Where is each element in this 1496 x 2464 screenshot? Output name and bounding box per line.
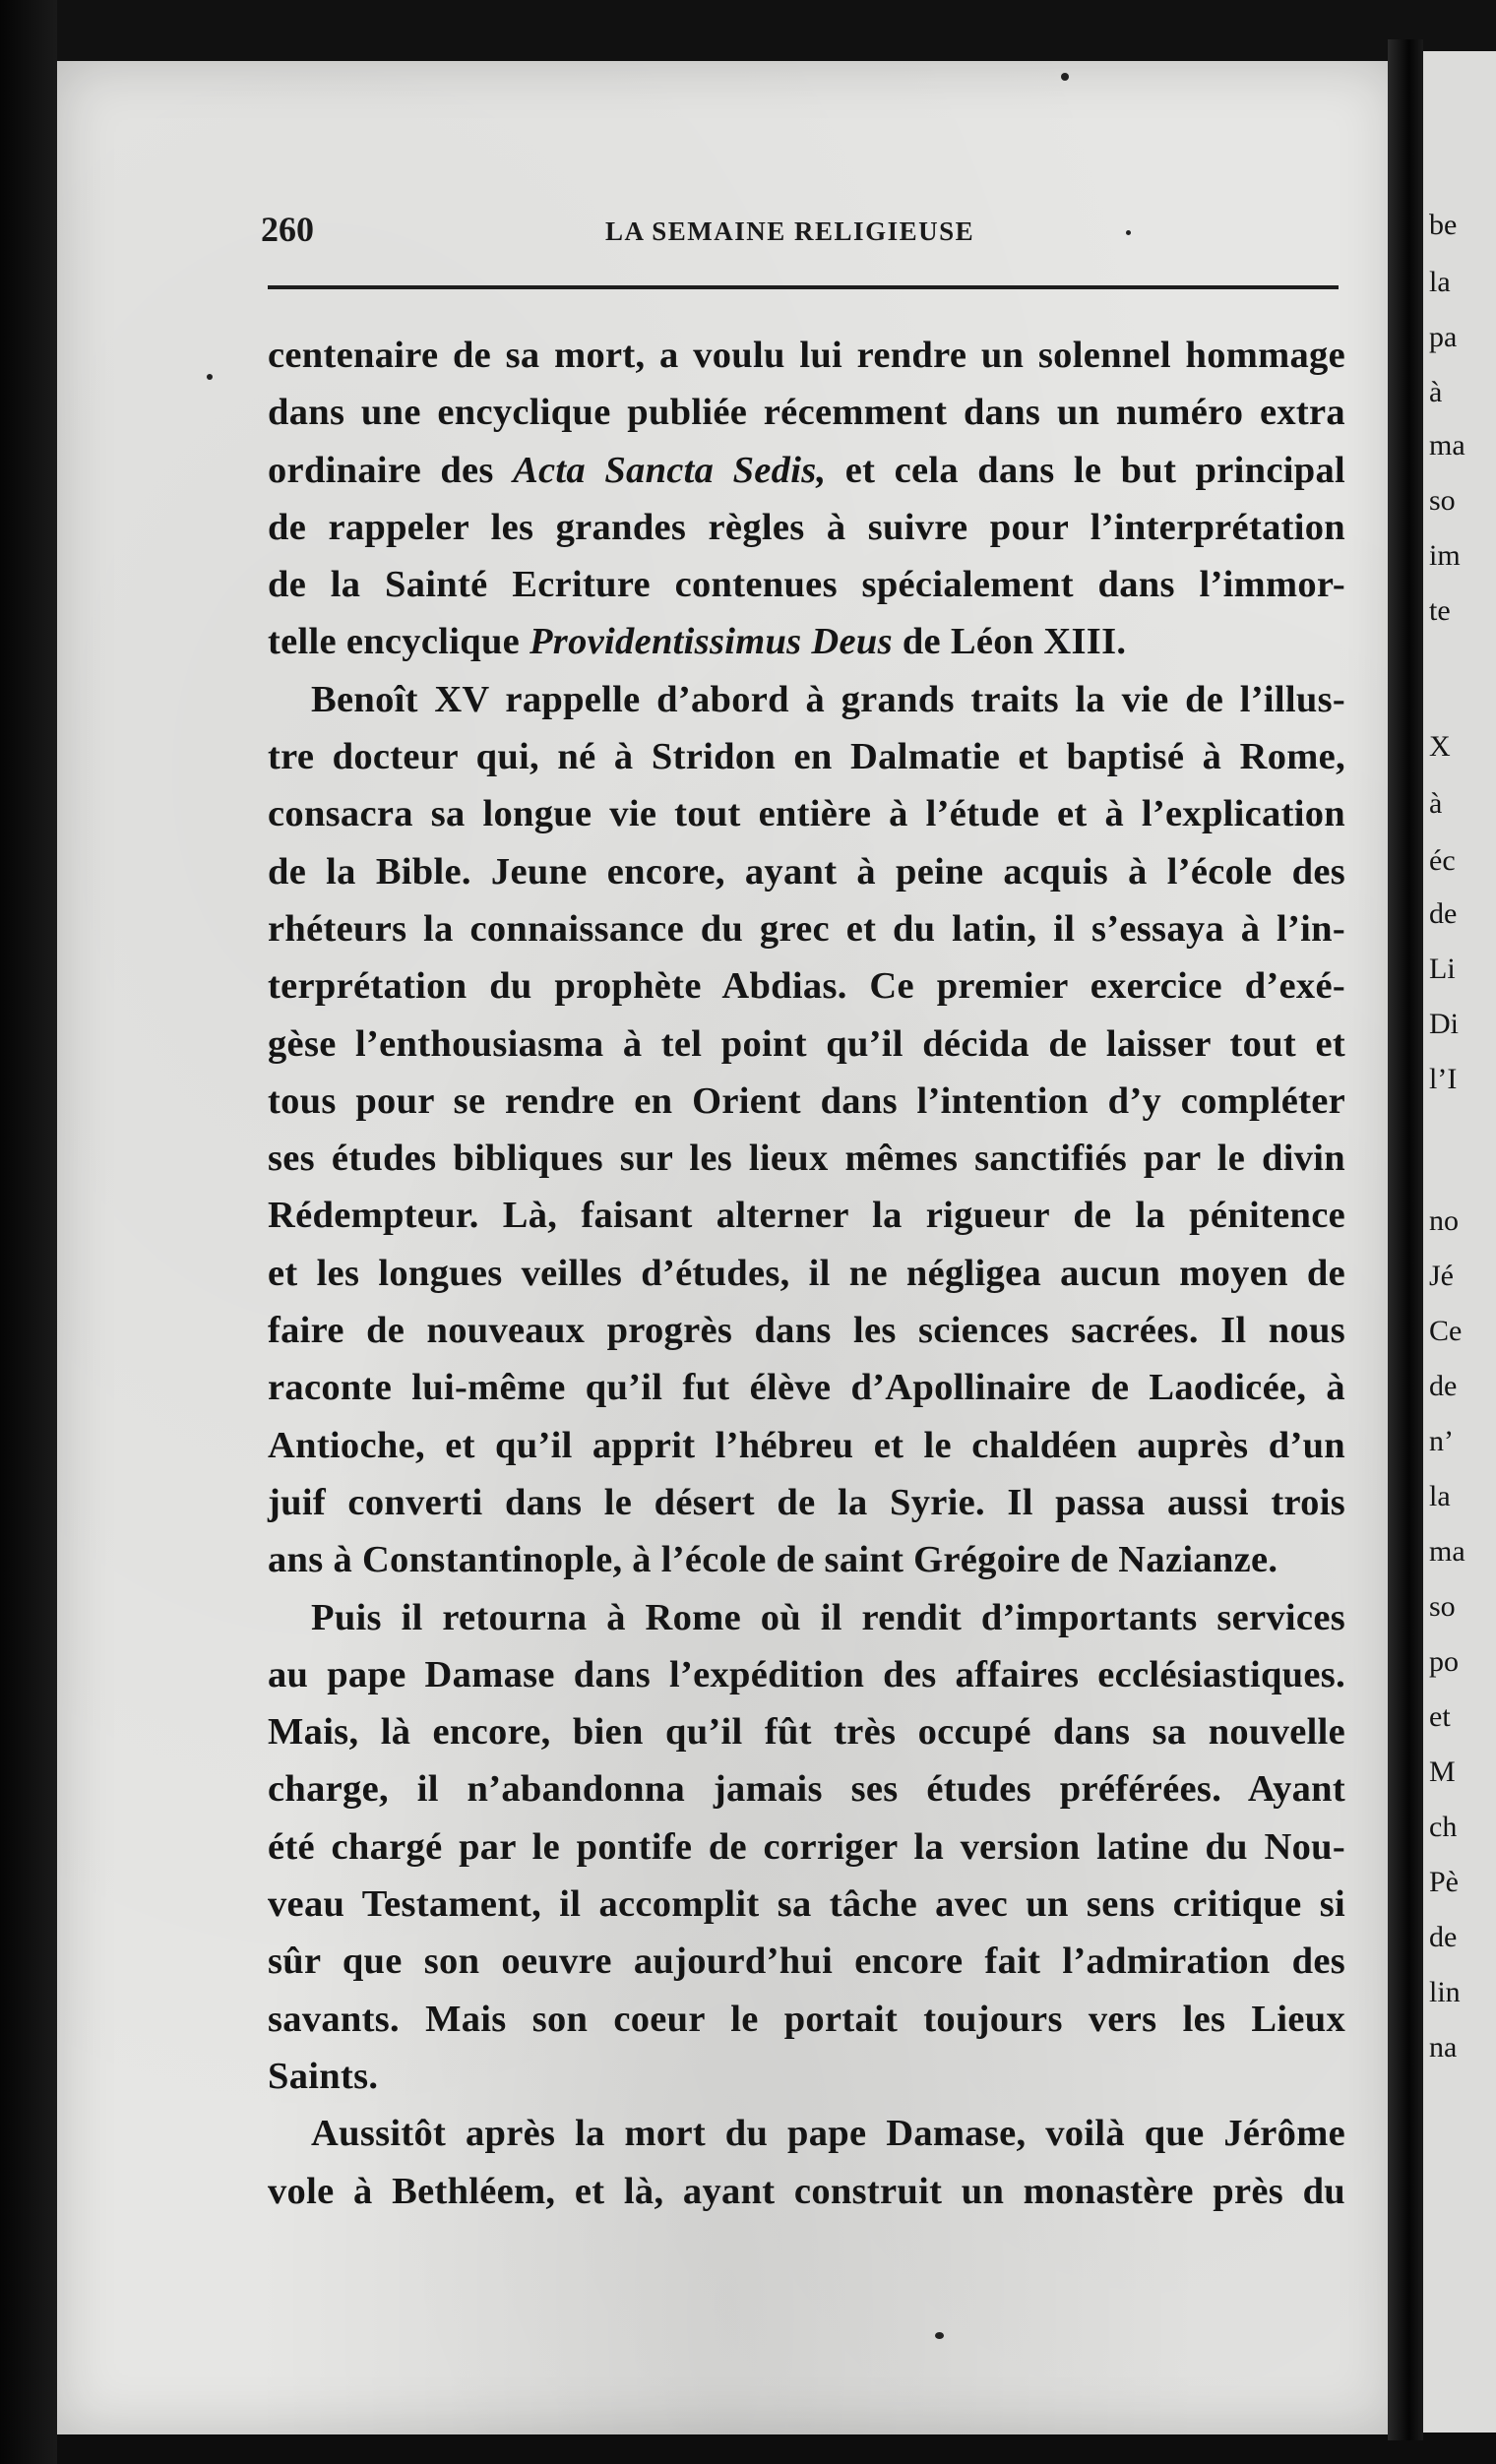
facing-page-fragment: so [1429, 484, 1456, 517]
text-line: veau Testament, il accomplit sa tâche avec un sens critique si [268, 1883, 1345, 1926]
text-line: Antioche, et qu’il apprit l’hébreu et le chaldéen auprès d’un [268, 1424, 1345, 1466]
facing-page-fragment: M [1429, 1756, 1456, 1788]
text-line: ses études bibliques sur les lieux mêmes sanctifiés par le divin [268, 1138, 1345, 1180]
facing-page-fragment: ma [1429, 429, 1465, 462]
text-line: ans à Constantinople, à l’école de saint Grégoire de Nazianze. [268, 1539, 1278, 1581]
text-line: de rappeler les grandes règles à suivre pour l’interprétation [268, 506, 1345, 548]
dust-speck [935, 2332, 944, 2339]
text-line: savants. Mais son coeur le portait toujours vers les Lieux [268, 1998, 1345, 2040]
text-line: gèse l’enthousiasma à tel point qu’il décida de laisser tout et [268, 1022, 1345, 1065]
header-rule [268, 285, 1339, 289]
facing-page-fragment: la [1429, 266, 1451, 298]
text-line: été chargé par le pontife de corriger la version latine du Nou- [268, 1825, 1345, 1868]
facing-page-fragment: éc [1429, 844, 1456, 877]
text-line: charge, il n’abandonna jamais ses études préférées. Ayant [268, 1768, 1345, 1811]
text-line: raconte lui-même qu’il fut élève d’Apollinaire de Laodicée, à [268, 1367, 1345, 1409]
dust-speck [207, 374, 213, 380]
text-line: faire de nouveaux progrès dans les sciences sacrées. Il nous [268, 1310, 1345, 1352]
text-line: Saints. [268, 2055, 379, 2097]
book-gutter [1388, 39, 1423, 2440]
text-line: telle encyclique Providentissimus Deus de Léon XIII. [268, 621, 1127, 663]
italic-title: Providentissimus Deus [529, 621, 893, 663]
dust-speck [1061, 73, 1069, 81]
text-line: Rédempteur. Là, faisant alterner la rigueur de la pénitence [268, 1195, 1345, 1237]
facing-page-fragment: X [1429, 730, 1451, 763]
text-line: centenaire de sa mort, a voulu lui rendre un solennel hommage [268, 335, 1345, 376]
running-title: LA SEMAINE RELIGIEUSE [605, 216, 975, 246]
facing-page-fragment: Ce [1429, 1315, 1463, 1347]
text-line-part: ordinaire des Acta Sancta Sedis, et cela dans le but principal [268, 449, 1345, 491]
facing-page-fragment: na [1429, 2031, 1458, 2064]
facing-page-fragment: de [1429, 897, 1458, 930]
facing-page-fragment: à [1429, 787, 1443, 820]
paragraph-start-line: Puis il retourna à Rome où il rendit d’importants services [311, 1596, 1345, 1638]
facing-page-fragment: po [1429, 1645, 1459, 1678]
facing-page-fragment: lin [1429, 1976, 1461, 2008]
scan-border-top [0, 0, 1496, 69]
body-text [268, 327, 1345, 2220]
facing-page-fragment: be [1429, 209, 1458, 241]
facing-page-fragment: im [1429, 539, 1461, 572]
text-line: et les longues veilles d’études, il ne négligea aucun moyen de [268, 1252, 1345, 1294]
text-line: de la Sainté Ecriture contenues spécialement dans l’immor- [268, 564, 1345, 606]
text-line: vole à Bethléem, et là, ayant construit un monastère près du [268, 2170, 1345, 2212]
text-line [268, 442, 1345, 499]
facing-page-fragment: et [1429, 1700, 1451, 1733]
facing-page-fragment: la [1429, 1480, 1451, 1512]
facing-page-fragment: Li [1429, 953, 1456, 985]
text-line: de la Bible. Jeune encore, ayant à peine acquis à l’école des [268, 850, 1345, 893]
text-line: consacra sa longue vie tout entière à l’étude et à l’explication [268, 793, 1345, 835]
paragraph-start-line: Aussitôt après la mort du pape Damase, voilà que Jérôme [311, 2113, 1345, 2155]
facing-page-fragment: Pè [1429, 1866, 1459, 1898]
facing-page-fragment: pa [1429, 321, 1458, 353]
text-line: tre docteur qui, né à Stridon en Dalmatie et baptisé à Rome, [268, 736, 1345, 778]
text-line: juif converti dans le désert de la Syrie. Il passa aussi trois [268, 1481, 1345, 1523]
facing-page-edge [1423, 51, 1496, 2433]
facing-page-fragment: te [1429, 594, 1451, 627]
italic-title: Acta Sancta Sedis, [513, 449, 827, 491]
facing-page-fragment: l’I [1429, 1063, 1458, 1095]
facing-page-fragment: ch [1429, 1811, 1458, 1843]
text-line: rhéteurs la connaissance du grec et du latin, il s’essaya à l’in- [268, 907, 1345, 950]
facing-page-fragment: de [1429, 1370, 1458, 1402]
text-line: terprétation du prophète Abdias. Ce premier exercice d’exé- [268, 965, 1345, 1008]
facing-page-fragment: à [1429, 376, 1443, 408]
text-line: sûr que son oeuvre aujourd’hui encore fait l’admiration des [268, 1940, 1345, 1983]
scan-border-left [0, 0, 57, 2464]
text-line: tous pour se rendre en Orient dans l’intention d’y compléter [268, 1079, 1345, 1122]
text-line: au pape Damase dans l’expédition des affaires ecclésiastiques. [268, 1653, 1345, 1695]
page-number: 260 [261, 210, 314, 249]
facing-page-fragment: no [1429, 1204, 1459, 1237]
running-head [202, 209, 1363, 258]
facing-page-fragment: Jé [1429, 1260, 1454, 1292]
text-line: Mais, là encore, bien qu’il fût très occupé dans sa nouvelle [268, 1711, 1345, 1754]
facing-page-fragment: ma [1429, 1535, 1465, 1568]
facing-page-fragment: Di [1429, 1008, 1459, 1040]
facing-page-fragment: n’ [1429, 1425, 1454, 1457]
facing-page-fragment: so [1429, 1590, 1456, 1623]
paragraph-start-line: Benoît XV rappelle d’abord à grands traits la vie de l’illus- [311, 678, 1345, 720]
text-line: dans une encyclique publiée récemment dans un numéro extra [268, 392, 1345, 434]
facing-page-fragment: de [1429, 1921, 1458, 1953]
